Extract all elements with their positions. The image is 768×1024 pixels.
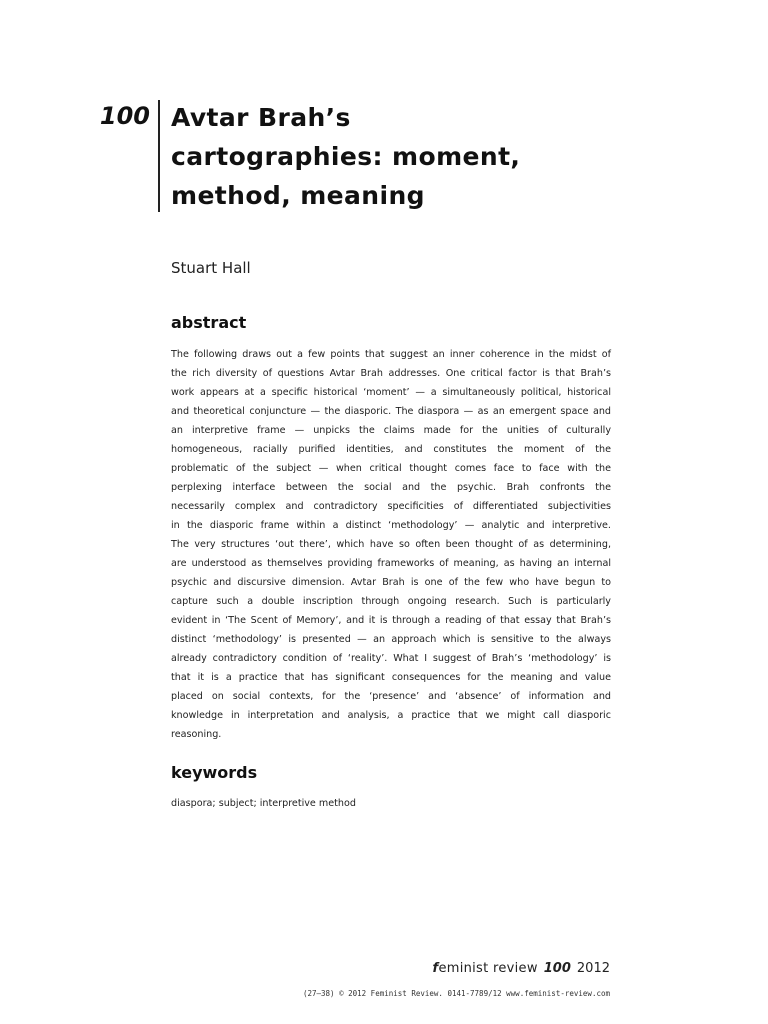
abstract-line: perplexing interface between the social and the psychic. Brah confronts the [171,482,611,493]
abstract-heading: abstract [171,313,247,332]
journal-year: 2012 [576,961,610,976]
abstract-line: that it is a practice that has significant consequences for the meaning and value [171,672,611,683]
abstract-line: problematic of the subject — when critical thought comes face to face with the [171,463,611,474]
abstract-line: capture such a double inscription through ongoing research. Such is particularly [171,596,611,607]
journal-name [432,961,537,976]
journal-initial: f [432,961,439,976]
keywords-heading: keywords [171,763,258,782]
journal-issue: 100 [543,961,571,976]
title-line-2: cartographies: moment, [171,142,521,171]
journal-name-rest: eminist review [438,961,538,976]
abstract-line: homogeneous, racially purified identities, and constitutes the moment of the [171,444,611,455]
abstract-line: are understood as themselves providing frameworks of meaning, as having an internal [171,558,611,569]
abstract-line: in the diasporic frame within a distinct ‘methodology’ — analytic and interpretive. [171,520,611,531]
abstract-line: work appears at a specific historical ‘moment’ — a simultaneously political, historical [171,387,611,398]
abstract-line: knowledge in interpretation and analysis, a practice that we might call diasporic [171,710,611,721]
abstract-line: evident in ‘The Scent of Memory’, and it is through a reading of that essay that Brah’s [171,615,611,626]
abstract-line: distinct ‘methodology’ is presented — an approach which is sensitive to the always [171,634,611,645]
abstract-line: an interpretive frame — unpicks the claims made for the unities of culturally [171,425,611,436]
footer-citation: (27–38) © 2012 Feminist Review. 0141-7789/12 www.feminist-review.com [302,989,610,998]
keywords-list: diaspora; subject; interpretive method [171,798,356,809]
title-line-3: method, meaning [171,181,425,210]
article-title [171,98,731,215]
abstract-body [171,345,611,744]
title-divider [158,100,160,212]
abstract-line: necessarily complex and contradictory specificities of differentiated subjectivities [171,501,611,512]
abstract-line: and theoretical conjuncture — the diasporic. The diaspora — as an emergent space and [171,406,611,417]
issue-number: 100 [99,102,150,130]
abstract-line: already contradictory condition of ‘reality’. What I suggest of Brah’s ‘methodology’ is [171,653,611,664]
abstract-line: reasoning. [171,729,222,740]
abstract-line: The following draws out a few points that suggest an inner coherence in the midst of [171,349,611,360]
journal-masthead [432,958,610,980]
title-line-1: Avtar Brah’s [171,103,351,132]
abstract-line: psychic and discursive dimension. Avtar Brah is one of the few who have begun to [171,577,611,588]
abstract-line: placed on social contexts, for the ‘presence’ and ‘absence’ of information and [171,691,611,702]
abstract-line: The very structures ‘out there’, which have so often been thought of as determining, [171,539,611,550]
abstract-line: the rich diversity of questions Avtar Brah addresses. One critical factor is that Brah’s [171,368,611,379]
author-name: Stuart Hall [171,259,251,277]
